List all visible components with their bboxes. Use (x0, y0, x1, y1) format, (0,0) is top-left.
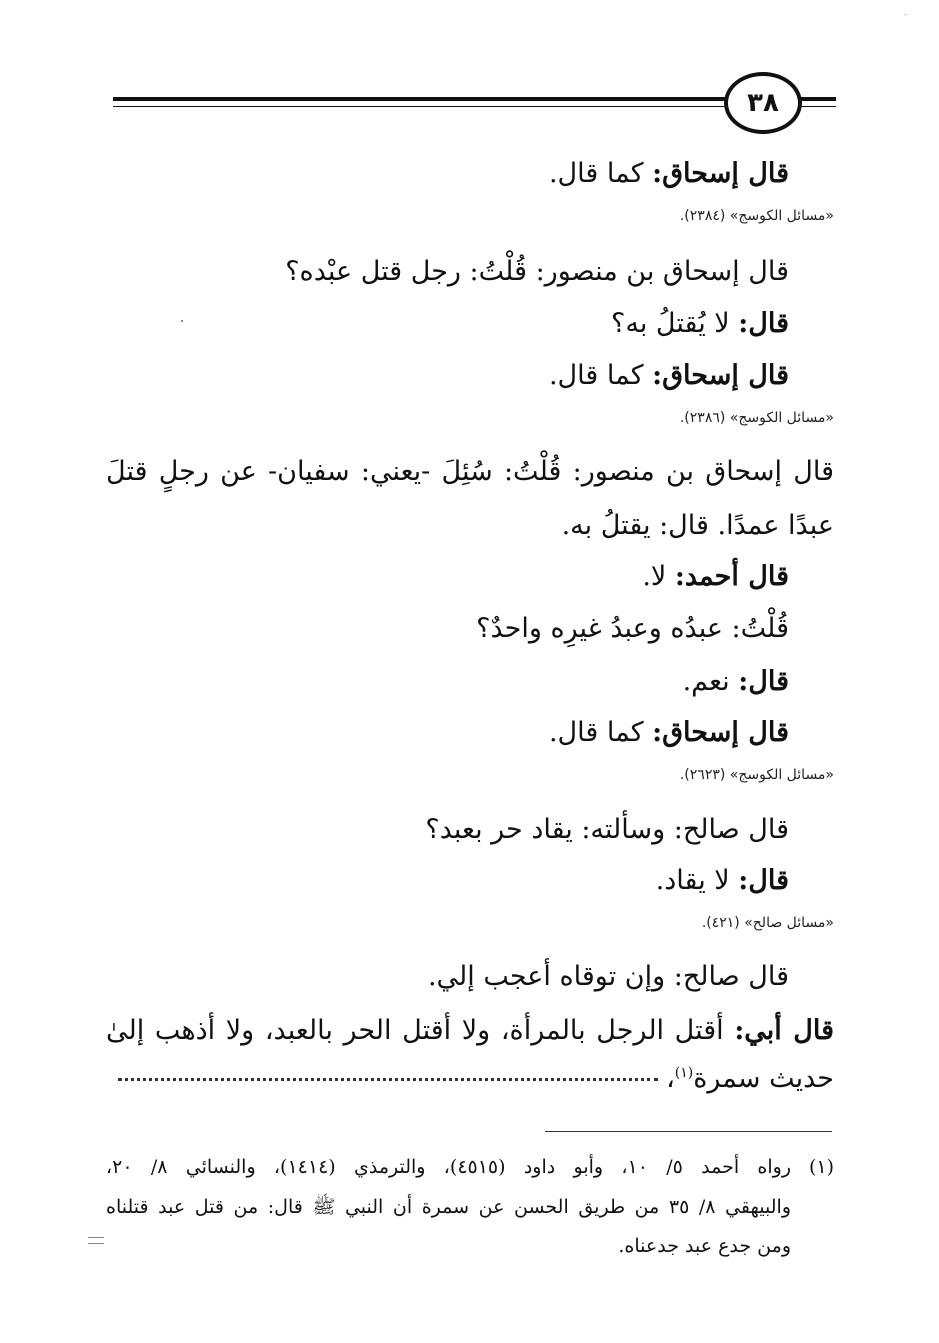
speaker-label: قال: (738, 308, 789, 339)
line-text: أقتل الرجل بالمرأة، ولا أقتل الحر بالعبد، ولا أذهب إلىٰ (106, 1015, 735, 1046)
scan-speck (905, 14, 906, 15)
margin-mark (88, 1237, 104, 1244)
speaker-label: قال إسحاق: (652, 717, 789, 748)
text-line (642, 563, 789, 590)
header-rule-right-thick (800, 97, 836, 101)
line-tail: ، (666, 1063, 675, 1094)
line-text: حديث سمرة (693, 1063, 834, 1094)
line-text: لا. (642, 561, 675, 592)
continuation-dots (118, 1078, 658, 1081)
source-citation: «مسائل صالح» (٤٢١). (701, 915, 834, 931)
line-text: نعم. (682, 666, 739, 697)
text-line (666, 1065, 834, 1092)
text-line (656, 867, 789, 894)
text-line (549, 362, 789, 389)
text-line: قُلْتُ: عبدُه وعبدُ غيرِه واحدٌ؟ (476, 613, 789, 644)
line-text: لا يُقتلُ به؟ (611, 308, 739, 339)
speaker-label: قال أبي: (734, 1015, 834, 1046)
line-text: كما قال. (548, 158, 653, 189)
text-line: عبدًا عمدًا. قال: يقتلُ به. (561, 510, 834, 541)
text-line: قال صالح: وإن توقاه أعجب إلي. (427, 961, 789, 992)
text-line: قال إسحاق بن منصور: قُلْتُ: سُئِلَ -يعني: سفيان- عن رجلٍ قتلَ (106, 456, 834, 487)
footnote-line: رواه أحمد ٥/ ١٠، وأبو داود (٤٥١٥)، والترمذي (١٤١٤)، والنسائي ٨/ ٢٠، (106, 1156, 791, 1178)
speaker-label: قال: (738, 666, 789, 697)
footnote-number: (١) (808, 1156, 834, 1178)
footnote-line: ومن جدع عبد جدعناه. (618, 1235, 791, 1257)
text-line (549, 719, 789, 746)
text-line (549, 160, 789, 187)
page-number-text: ٣٨ (747, 88, 779, 118)
text-line: قال إسحاق بن منصور: قُلْتُ: رجل قتل عبْده؟ (285, 256, 789, 287)
header-rule-thick (113, 97, 726, 101)
text-line (106, 1015, 834, 1046)
speaker-label: قال إسحاق: (652, 158, 789, 189)
speaker-label: قال أحمد: (674, 561, 789, 592)
header-rule-thin (113, 106, 726, 107)
footnote-separator (545, 1131, 832, 1132)
text-line (611, 310, 789, 337)
header-rule-right-thin (800, 106, 836, 107)
footnote-line: والبيهقي ٨/ ٣٥ من طريق الحسن عن سمرة أن النبي ﷺ قال: من قتل عبد قتلناه (106, 1196, 791, 1218)
footnote-reference[interactable]: (١) (674, 1065, 694, 1081)
line-text: كما قال. (548, 717, 653, 748)
source-citation: «مسائل الكوسج» (٢٣٨٤). (679, 208, 834, 224)
line-text: لا يقاد. (655, 865, 739, 896)
speaker-label: قال إسحاق: (652, 360, 789, 391)
page-number (724, 72, 802, 134)
scan-speck (181, 320, 183, 322)
text-line: قال صالح: وسألته: يقاد حر بعبد؟ (425, 814, 789, 845)
text-line (683, 668, 789, 695)
speaker-label: قال: (738, 865, 789, 896)
source-citation: «مسائل الكوسج» (٢٦٢٣). (679, 767, 834, 783)
line-text: كما قال. (548, 360, 653, 391)
source-citation: «مسائل الكوسج» (٢٣٨٦). (679, 410, 834, 426)
